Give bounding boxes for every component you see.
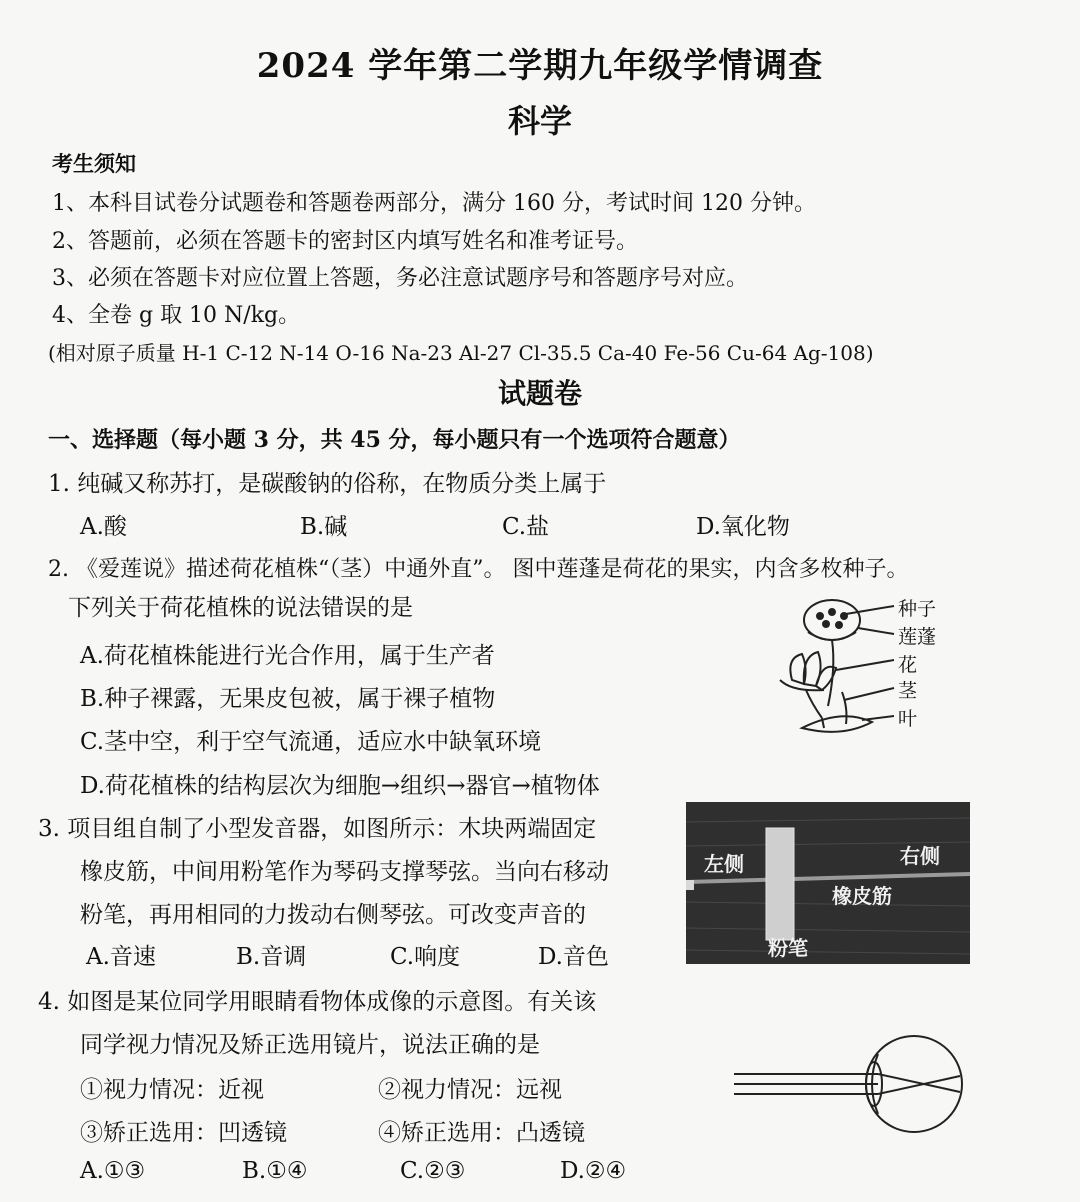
q4-stem-line2: 同学视力情况及矫正选用镜片，说法正确的是 [80,1032,540,1058]
q2-option-b: B.种子裸露，无果皮包被，属于裸子植物 [80,686,496,712]
notice-item-4: 4、全卷 g 取 10 N/kg。 [52,303,301,328]
q4-option-a: A.①③ [80,1158,146,1184]
eyeball-shape [866,1036,962,1132]
part-one-heading: 一、选择题（每小题 3 分，共 45 分，每小题只有一个选项符合题意） [48,427,741,453]
q3-stem-line2: 橡皮筋，中间用粉笔作为琴码支撑琴弦。当向右移动 [80,859,609,885]
notice-item-1: 1、本科目试卷分试题卷和答题卷两部分，满分 160 分，考试时间 120 分钟。 [52,191,816,216]
notice-heading: 考生须知 [52,151,136,176]
figure-label-seed: 种子 [898,598,937,620]
q4-statement-3: ③矫正选用：凹透镜 [80,1120,287,1146]
q3-option-a: A.音速 [86,944,156,970]
q3-stem-line3: 粉笔，再用相同的力拨动右侧琴弦。可改变声音的 [80,902,586,928]
q3-option-b: B.音调 [236,944,307,970]
photo-label-chalk: 粉笔 [768,936,808,960]
figure-label-leaf: 叶 [898,708,918,730]
eye-diagram [728,1026,978,1142]
q1-option-a: A.酸 [80,514,127,540]
instrument-photo [686,802,970,964]
q3-option-d: D.音色 [538,944,609,970]
q1-stem: 1. 纯碱又称苏打，是碳酸钠的俗称，在物质分类上属于 [48,471,607,497]
q2-option-c: C.茎中空，利于空气流通，适应水中缺氧环境 [80,729,542,755]
page-title: 2024 学年第二学期九年级学情调查 [256,46,824,86]
q4-statement-4: ④矫正选用：凸透镜 [378,1120,585,1146]
section-title: 试题卷 [497,377,582,410]
q4-option-b: B.①④ [242,1158,308,1184]
q4-statement-1: ①视力情况：近视 [80,1077,264,1103]
photo-label-left: 左侧 [704,852,744,876]
q4-option-c: C.②③ [400,1158,466,1184]
q2-stem-line1: 2. 《爱莲说》描述荷花植株“（茎）中通外直”。 图中莲蓬是荷花的果实，内含多枚种子。 [48,557,909,582]
q1-option-d: D.氧化物 [696,514,790,540]
q1-option-c: C.盐 [502,514,550,540]
notice-item-3: 3、必须在答题卡对应位置上答题，务必注意试题序号和答题序号对应。 [52,266,748,291]
q2-option-a: A.荷花植株能进行光合作用，属于生产者 [80,643,495,669]
q2-option-d: D.荷花植株的结构层次为细胞→组织→器官→植物体 [80,773,600,799]
photo-label-band: 橡皮筋 [832,884,892,908]
q3-option-c: C.响度 [390,944,461,970]
atomic-masses: (相对原子质量 H-1 C-12 N-14 O-16 Na-23 Al-27 Cl-35.5 Ca-40 Fe-56 Cu-64 Ag-108) [48,341,874,365]
figure-label-pod: 莲蓬 [898,626,937,648]
instrument-photo-art [686,802,970,964]
notice-item-2: 2、答题前，必须在答题卡的密封区内填写姓名和准考证号。 [52,229,638,254]
figure-label-flower: 花 [898,654,918,676]
photo-label-right: 右侧 [900,844,940,868]
chalk-piece [766,828,794,940]
q4-statement-2: ②视力情况：远视 [378,1077,562,1103]
q4-stem-line1: 4. 如图是某位同学用眼睛看物体成像的示意图。有关该 [38,989,597,1015]
q2-stem-line2: 下列关于荷花植株的说法错误的是 [68,595,413,621]
q3-stem-line1: 3. 项目组自制了小型发音器，如图所示：木块两端固定 [38,816,597,842]
figure-label-stem: 茎 [898,680,918,702]
q4-option-d: D.②④ [560,1158,627,1184]
q1-option-b: B.碱 [300,514,348,540]
subject-title: 科学 [507,102,572,140]
